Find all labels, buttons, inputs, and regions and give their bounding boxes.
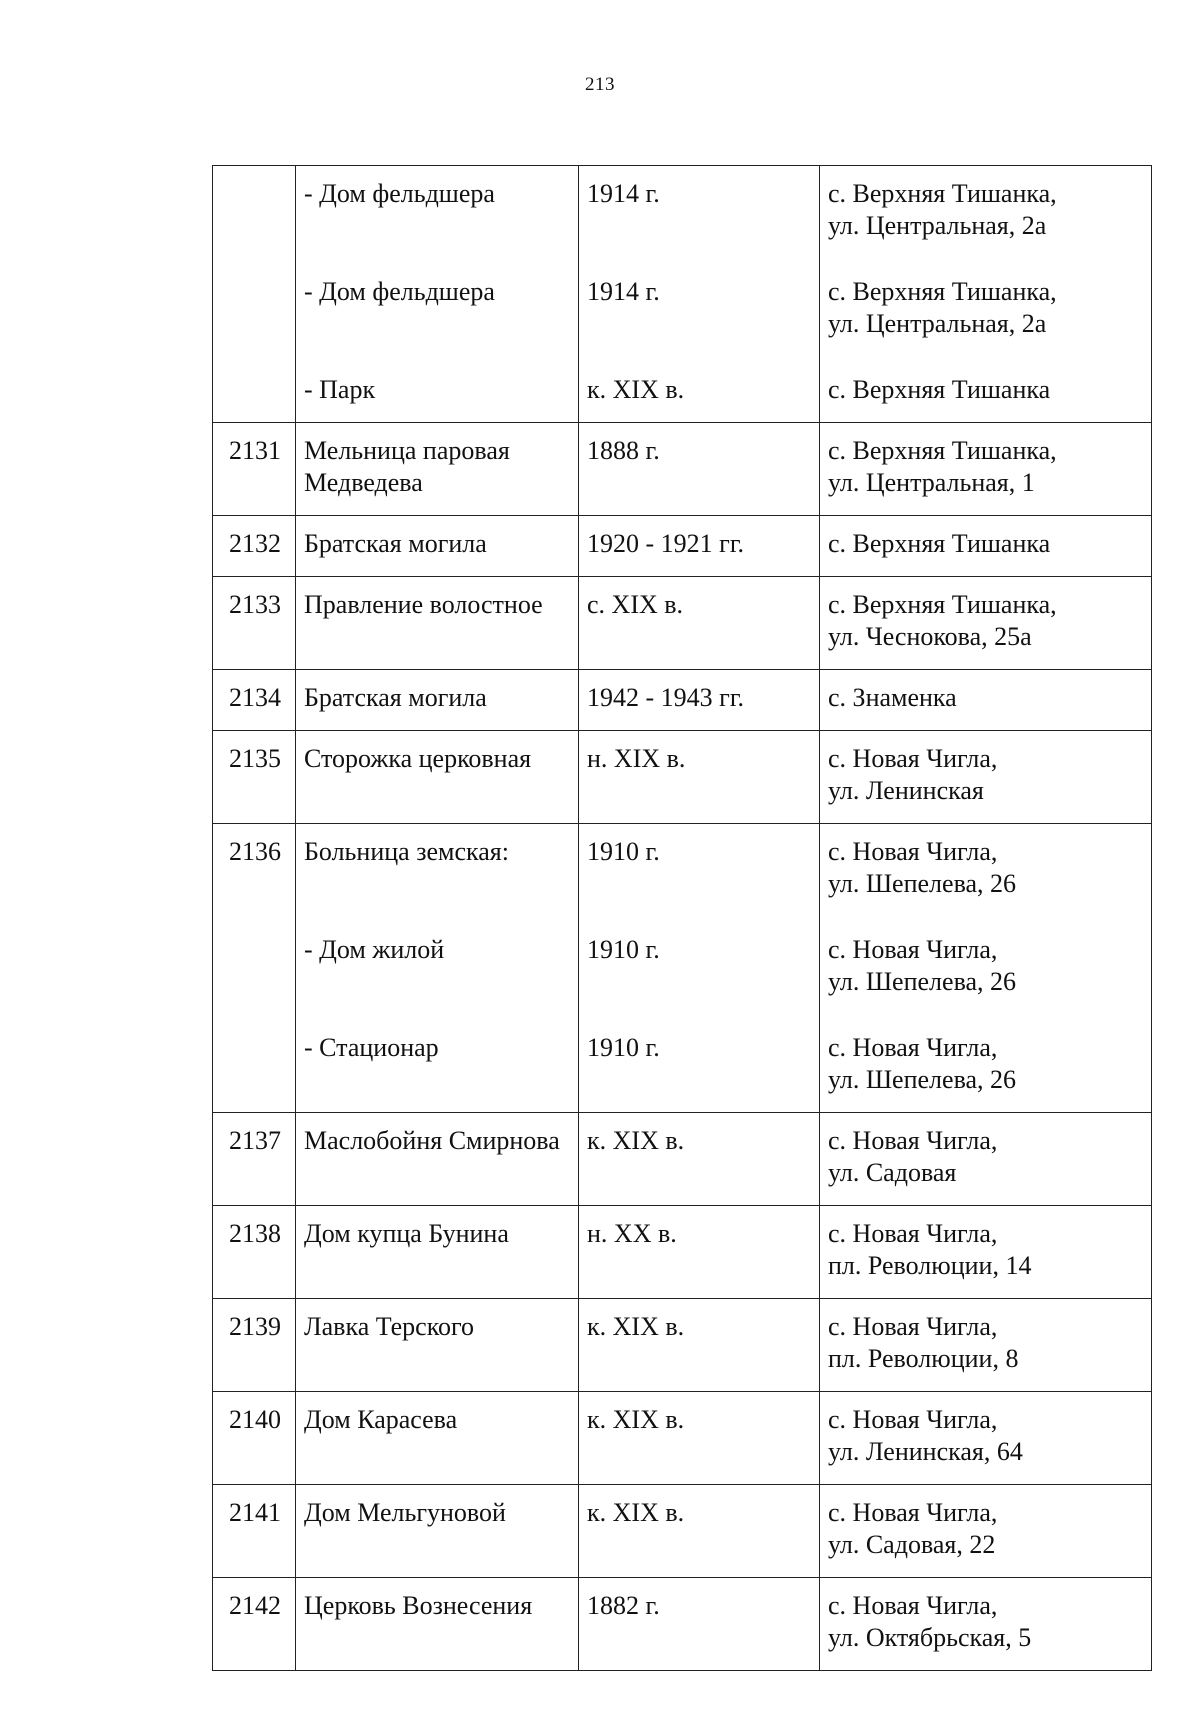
object-date: 1910 г.	[587, 935, 660, 964]
address-line: с. Новая Чигла,	[828, 935, 998, 964]
date-cell: н. XIX в.	[579, 731, 820, 824]
address-line: ул. Садовая, 22	[828, 1530, 996, 1559]
object-name: Дом купца Бунина	[304, 1219, 509, 1248]
object-name-cell	[296, 516, 579, 577]
object-name-cell	[296, 577, 579, 670]
address-line: ул. Центральная, 2а	[828, 211, 1047, 240]
object-name: Лавка Терского	[304, 1312, 475, 1341]
date-cell: к. XIX в.	[579, 1299, 820, 1392]
object-name: Больница земская:	[304, 837, 509, 866]
address-line: с. Верхняя Тишанка,	[828, 436, 1057, 465]
object-name: Церковь Вознесения	[304, 1591, 533, 1620]
address-cell	[820, 1299, 1152, 1392]
address-line: ул. Центральная, 1	[828, 468, 1035, 497]
address-cell	[820, 166, 1152, 423]
date-cell: 1920 - 1921 гг.	[579, 516, 820, 577]
date-cell	[579, 166, 820, 423]
address-line: ул. Садовая	[828, 1158, 957, 1187]
object-name-cell	[296, 824, 579, 1113]
address-line: с. Новая Чигла,	[828, 837, 998, 866]
address-cell	[820, 577, 1152, 670]
object-name-cell	[296, 1113, 579, 1206]
row-number-cell: 2141	[213, 1485, 296, 1578]
object-address	[828, 836, 1145, 900]
object-date: 1914 г.	[587, 277, 660, 306]
address-line: ул. Ленинская	[828, 776, 984, 805]
date-cell	[579, 824, 820, 1113]
object-name: Братская могила	[304, 683, 487, 712]
address-line: пл. Революции, 8	[828, 1344, 1019, 1373]
address-line: с. Верхняя Тишанка,	[828, 179, 1057, 208]
object-name-cell	[296, 1206, 579, 1299]
table-row	[213, 166, 1152, 423]
address-line: ул. Центральная, 2а	[828, 309, 1047, 338]
address-line: с. Верхняя Тишанка,	[828, 277, 1057, 306]
row-number-cell: 2139	[213, 1299, 296, 1392]
address-cell	[820, 670, 1152, 731]
object-name: - Стационар	[304, 1033, 439, 1062]
address-line: ул. Шепелева, 26	[828, 967, 1017, 996]
object-name: - Парк	[304, 375, 376, 404]
address-cell	[820, 1485, 1152, 1578]
address-line: ул. Шепелева, 26	[828, 1065, 1017, 1094]
object-name: Братская могила	[304, 529, 487, 558]
address-line: с. Новая Чигла,	[828, 1126, 998, 1155]
object-name: Дом Карасева	[304, 1405, 458, 1434]
row-number-cell	[213, 166, 296, 423]
address-line: ул. Шепелева, 26	[828, 869, 1017, 898]
object-name: Сторожка церковная	[304, 744, 532, 773]
table-row	[213, 731, 1152, 824]
table-row	[213, 1206, 1152, 1299]
object-name: Мельница паровая	[304, 436, 510, 465]
row-number-cell: 2132	[213, 516, 296, 577]
date-cell: 1942 - 1943 гг.	[579, 670, 820, 731]
object-name: Маслобойня Смирнова	[304, 1126, 560, 1155]
table-row	[213, 423, 1152, 516]
address-cell	[820, 1578, 1152, 1671]
address-line: с. Новая Чигла,	[828, 1312, 998, 1341]
row-number-cell: 2135	[213, 731, 296, 824]
address-line: с. Верхняя Тишанка	[828, 375, 1051, 404]
address-line: с. Новая Чигла,	[828, 1498, 998, 1527]
object-name: Правление волостное	[304, 590, 543, 619]
object-name-cell	[296, 670, 579, 731]
row-number-cell: 2140	[213, 1392, 296, 1485]
object-name-cell	[296, 423, 579, 516]
object-address	[828, 934, 1145, 998]
address-line: ул. Октябрьская, 5	[828, 1623, 1032, 1652]
object-name: - Дом фельдшера	[304, 277, 495, 306]
table-row	[213, 1299, 1152, 1392]
address-line: с. Новая Чигла,	[828, 744, 998, 773]
address-line: ул. Чеснокова, 25а	[828, 622, 1032, 651]
address-line: с. Новая Чигла,	[828, 1033, 998, 1062]
row-number-cell: 2133	[213, 577, 296, 670]
object-name-cell	[296, 1485, 579, 1578]
date-cell: к. XIX в.	[579, 1113, 820, 1206]
object-date: 1910 г.	[587, 1033, 660, 1062]
table-row	[213, 1578, 1152, 1671]
object-name: Дом Мельгуновой	[304, 1498, 506, 1527]
object-name-cell	[296, 1392, 579, 1485]
row-number-cell: 2137	[213, 1113, 296, 1206]
address-line: с. Новая Чигла,	[828, 1219, 998, 1248]
address-line: с. Знаменка	[828, 683, 957, 712]
address-cell	[820, 1113, 1152, 1206]
heritage-registry-table	[212, 165, 1152, 1671]
date-cell: с. XIX в.	[579, 577, 820, 670]
date-cell: 1888 г.	[579, 423, 820, 516]
address-line: с. Верхняя Тишанка	[828, 529, 1051, 558]
address-line: с. Новая Чигла,	[828, 1405, 998, 1434]
object-date: 1910 г.	[587, 837, 660, 866]
address-line: пл. Революции, 14	[828, 1251, 1032, 1280]
date-cell: 1882 г.	[579, 1578, 820, 1671]
object-address	[828, 276, 1145, 340]
object-name: - Дом фельдшера	[304, 179, 495, 208]
table-row	[213, 577, 1152, 670]
row-number-cell: 2131	[213, 423, 296, 516]
table-row	[213, 670, 1152, 731]
date-cell: к. XIX в.	[579, 1485, 820, 1578]
address-line: с. Верхняя Тишанка,	[828, 590, 1057, 619]
address-cell	[820, 423, 1152, 516]
table-row	[213, 824, 1152, 1113]
object-date: 1914 г.	[587, 179, 660, 208]
row-number-cell: 2134	[213, 670, 296, 731]
address-cell	[820, 1206, 1152, 1299]
object-name-cell	[296, 1299, 579, 1392]
row-number-cell: 2142	[213, 1578, 296, 1671]
object-name: - Дом жилой	[304, 935, 445, 964]
object-name-cell	[296, 166, 579, 423]
address-line: с. Новая Чигла,	[828, 1591, 998, 1620]
object-name: Медведева	[304, 468, 423, 497]
address-cell	[820, 516, 1152, 577]
address-cell	[820, 824, 1152, 1113]
row-number-cell: 2138	[213, 1206, 296, 1299]
date-cell: к. XIX в.	[579, 1392, 820, 1485]
object-name-cell	[296, 731, 579, 824]
page-number: 213	[585, 74, 615, 95]
object-name-cell	[296, 1578, 579, 1671]
address-cell	[820, 731, 1152, 824]
row-number-cell: 2136	[213, 824, 296, 1113]
table-row	[213, 1392, 1152, 1485]
object-address	[828, 1032, 1145, 1096]
object-address	[828, 374, 1145, 406]
object-date: к. XIX в.	[587, 375, 685, 404]
object-address	[828, 178, 1145, 242]
date-cell: н. XX в.	[579, 1206, 820, 1299]
table-row	[213, 1485, 1152, 1578]
address-line: ул. Ленинская, 64	[828, 1437, 1023, 1466]
address-cell	[820, 1392, 1152, 1485]
table-row	[213, 1113, 1152, 1206]
table-row	[213, 516, 1152, 577]
